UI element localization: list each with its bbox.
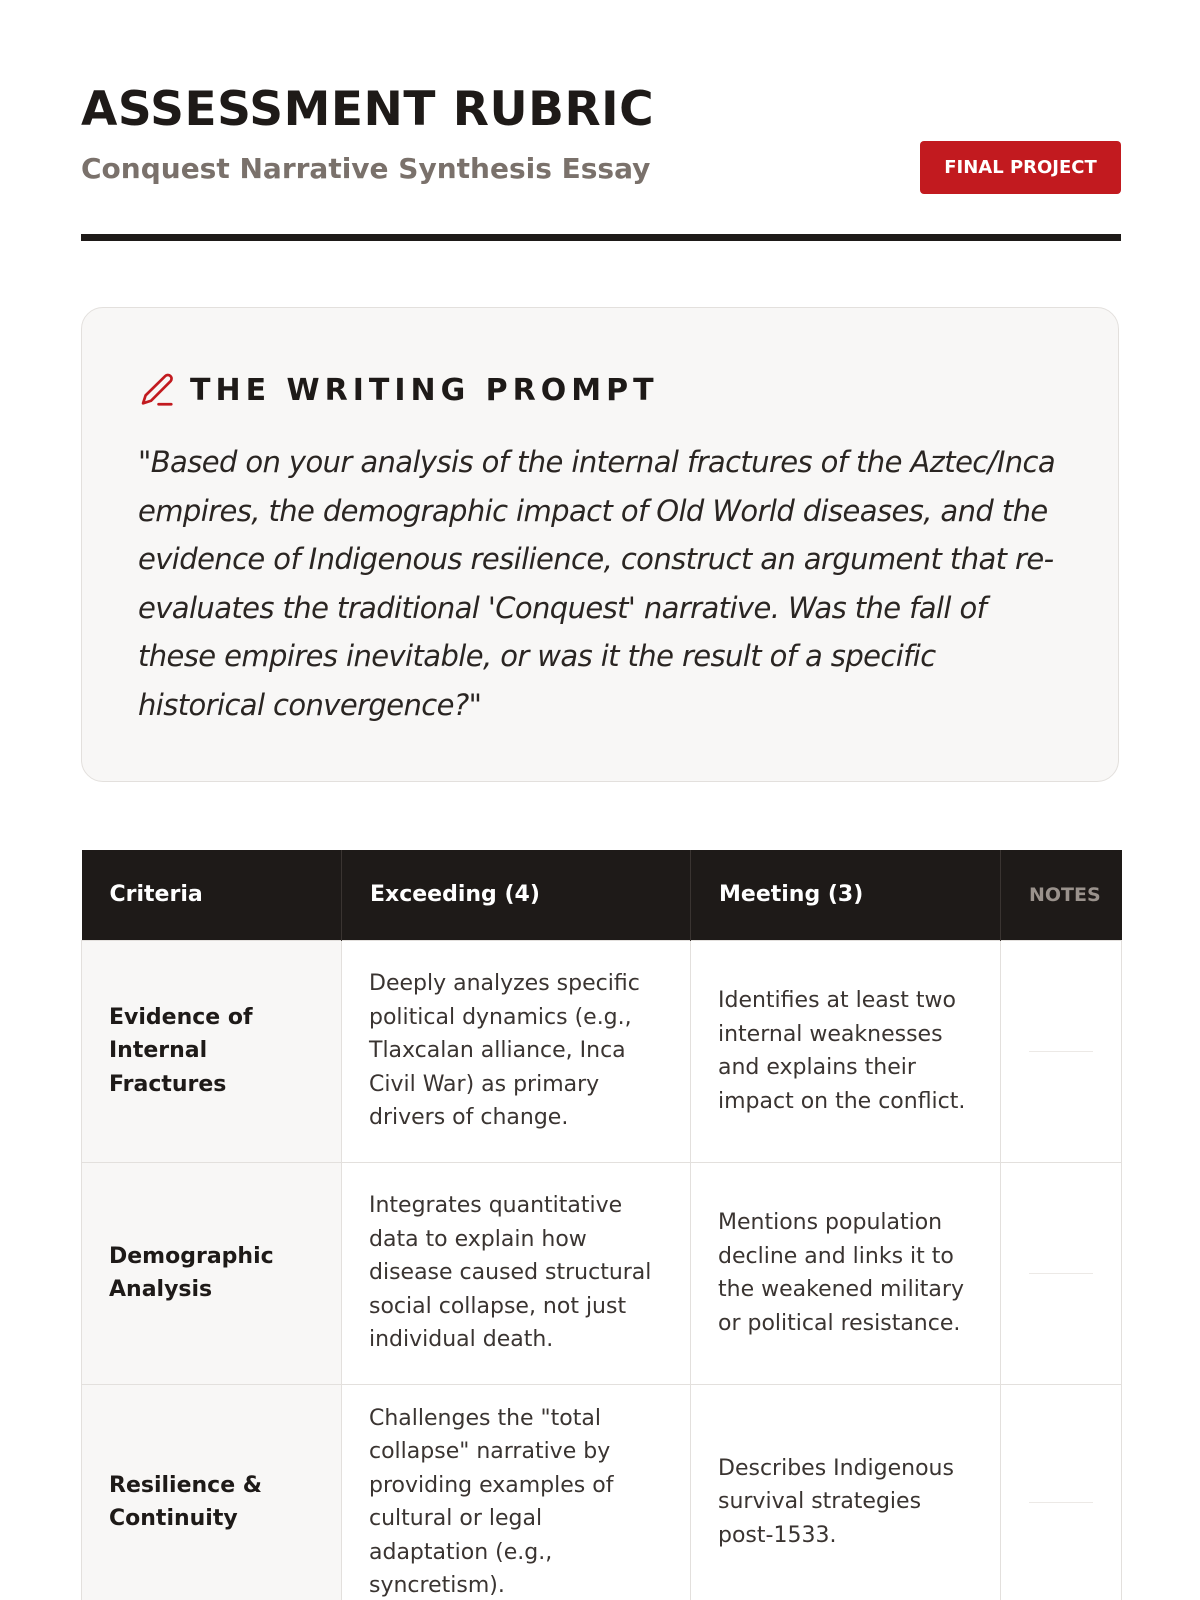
- page-title: ASSESSMENT RUBRIC: [81, 82, 655, 137]
- page-header: [81, 0, 1121, 241]
- meeting-cell: Describes Indigenous survival strategies post-1533.: [691, 1384, 1001, 1600]
- notes-cell[interactable]: [1001, 1384, 1122, 1600]
- exceeding-cell: Challenges the "total collapse" narrative by providing examples of cultural or legal adaptation (e.g., syncretism).: [342, 1384, 691, 1600]
- criteria-column-header: Criteria: [82, 850, 342, 940]
- exceeding-column-header: Exceeding (4): [342, 850, 691, 940]
- prompt-text: "Based on your analysis of the internal fractures of the Aztec/Inca empires, the demographic impact of Old World diseases, and the evidence of Indigenous resilience, construct an argument that re-evaluates the traditional 'Conquest' narrative. Was the fall of these empires inevitable, or was it the result of a specific historical convergence?": [138, 445, 1056, 722]
- prompt-heading: [138, 368, 659, 412]
- criteria-cell: Resilience & Continuity: [82, 1384, 342, 1600]
- meeting-cell: Mentions population decline and links it to the weakened military or political resistance.: [691, 1162, 1001, 1384]
- notes-line: [1029, 1273, 1093, 1274]
- criteria-cell: Demographic Analysis: [82, 1162, 342, 1384]
- criteria-cell: Evidence of Internal Fractures: [82, 940, 342, 1162]
- final-project-badge: FINAL PROJECT: [920, 141, 1121, 194]
- notes-column-header: NOTES: [1001, 850, 1122, 940]
- rubric-page: [81, 0, 1121, 1598]
- table-row: [82, 940, 1122, 1162]
- table-header-row: [82, 850, 1122, 940]
- exceeding-cell: Deeply analyzes specific political dynamics (e.g., Tlaxcalan alliance, Inca Civil War) as primary drivers of change.: [342, 940, 691, 1162]
- rubric-table: [81, 850, 1122, 1600]
- notes-cell[interactable]: [1001, 1162, 1122, 1384]
- notes-line: [1029, 1051, 1093, 1052]
- table-row: [82, 1162, 1122, 1384]
- pencil-icon: [138, 371, 176, 409]
- writing-prompt-card: [81, 307, 1119, 782]
- page-subtitle: Conquest Narrative Synthesis Essay: [81, 152, 651, 185]
- exceeding-cell: Integrates quantitative data to explain how disease caused structural social collapse, not just individual death.: [342, 1162, 691, 1384]
- meeting-column-header: Meeting (3): [691, 850, 1001, 940]
- notes-cell[interactable]: [1001, 940, 1122, 1162]
- prompt-heading-label: THE WRITING PROMPT: [190, 372, 659, 408]
- meeting-cell: Identifies at least two internal weaknesses and explains their impact on the conflict.: [691, 940, 1001, 1162]
- header-divider: [81, 234, 1121, 241]
- table-row: [82, 1384, 1122, 1600]
- notes-line: [1029, 1502, 1093, 1503]
